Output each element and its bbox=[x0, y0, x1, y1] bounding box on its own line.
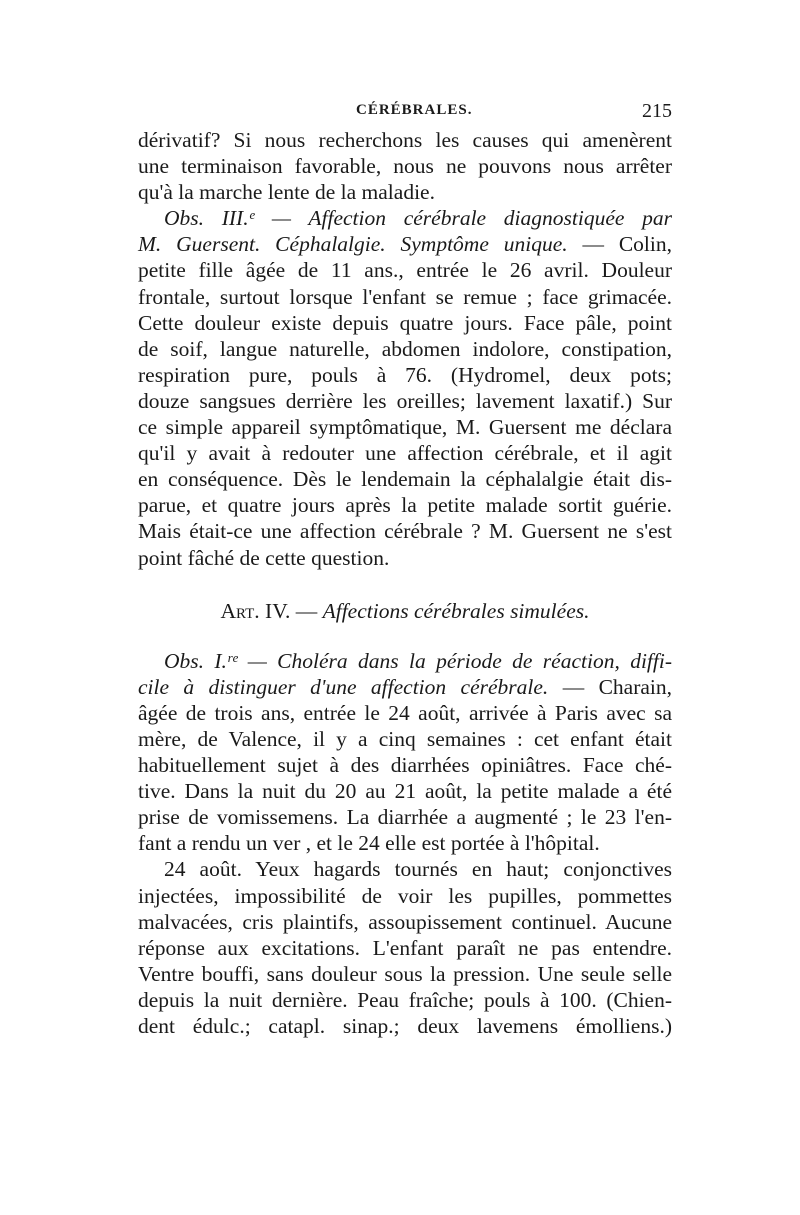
text-line: malvacées, cris plaintifs, assoupissement continuel. Aucune bbox=[138, 909, 672, 934]
text-line: ce simple appareil symptômatique, M. Guersent me déclara bbox=[138, 415, 672, 440]
text-line: 24 août. Yeux hagards tournés en haut; conjonctives bbox=[164, 857, 672, 882]
text-line: respiration pure, pouls à 76. (Hydromel, deux pots; bbox=[138, 362, 672, 387]
text-line: douze sangsues derrière les oreilles; lavement laxatif.) Sur bbox=[138, 388, 672, 413]
text-line: fant a rendu un ver , et le 24 elle est portée à l'hôpital. bbox=[138, 831, 600, 856]
text-line: depuis la nuit dernière. Peau fraîche; pouls à 100. (Chien- bbox=[138, 987, 672, 1012]
article-title: Affections cérébrales simulées. bbox=[322, 598, 590, 623]
obs-heading: Obs. I.ʳᵉ — Choléra dans la période de réaction, diffi- bbox=[164, 648, 672, 673]
running-head: CÉRÉBRALES. bbox=[356, 102, 473, 118]
spacer bbox=[138, 571, 672, 598]
text-line: Cette douleur existe depuis quatre jours. Face pâle, point bbox=[138, 310, 672, 335]
text-line: injectées, impossibilité de voir les pupilles, pommettes bbox=[138, 883, 672, 908]
page-body bbox=[138, 127, 672, 1039]
obs-title-rest: — Charain, bbox=[562, 674, 673, 699]
article-heading bbox=[138, 598, 672, 624]
text-line: parue, et quatre jours après la petite malade sortit guérie. bbox=[138, 493, 672, 518]
text-line: réponse aux excitations. L'enfant paraît ne pas entendre. bbox=[138, 935, 672, 960]
obs-heading: Obs. III.ᵉ — Affection cérébrale diagnostiquée par bbox=[164, 206, 672, 231]
text-line: de soif, langue naturelle, abdomen indolore, constipation, bbox=[138, 336, 672, 361]
text-line: frontale, surtout lorsque l'enfant se remue ; face grimacée. bbox=[138, 284, 672, 309]
text-line: âgée de trois ans, entrée le 24 août, arrivée à Paris avec sa bbox=[138, 700, 672, 725]
text-line: Ventre bouffi, sans douleur sous la pression. Une seule selle bbox=[138, 961, 672, 986]
spacer bbox=[138, 624, 672, 648]
obs-title-italic: cile à distinguer d'une affection cérébrale. bbox=[138, 674, 549, 699]
text-line: en conséquence. Dès le lendemain la céphalalgie était dis- bbox=[138, 467, 672, 492]
text-line: point fâché de cette question. bbox=[138, 545, 390, 570]
page-header bbox=[138, 100, 678, 126]
obs-heading-cont bbox=[138, 674, 672, 700]
text-line: mère, de Valence, il y a cinq semaines : cet enfant était bbox=[138, 726, 672, 751]
text-line: tive. Dans la nuit du 20 au 21 août, la petite malade a été bbox=[138, 779, 672, 804]
text-line: prise de vomissemens. La diarrhée a augmenté ; le 23 l'en- bbox=[138, 805, 672, 830]
page-number: 215 bbox=[642, 100, 672, 122]
text-line: qu'il y avait à redouter une affection cérébrale, et il agit bbox=[138, 441, 672, 466]
text-line: habituellement sujet à des diarrhées opiniâtres. Face ché- bbox=[138, 753, 672, 778]
text-line: Mais était-ce une affection cérébrale ? M. Guersent ne s'est bbox=[138, 519, 672, 544]
text-line: une terminaison favorable, nous ne pouvons nous arrêter bbox=[138, 154, 672, 179]
text-line: qu'à la marche lente de la maladie. bbox=[138, 180, 435, 205]
obs-heading-cont bbox=[138, 231, 672, 257]
text-line: dent édulc.; catapl. sinap.; deux lavemens émolliens.) bbox=[138, 1014, 672, 1038]
article-label: Art. IV. — bbox=[220, 598, 318, 623]
text-line: dérivatif? Si nous recherchons les causes qui amenèrent bbox=[138, 128, 672, 152]
text-line: petite fille âgée de 11 ans., entrée le 26 avril. Douleur bbox=[138, 258, 672, 283]
obs-title-rest: — Colin, bbox=[582, 232, 673, 257]
obs-title-italic: M. Guersent. Céphalalgie. Symptôme unique. bbox=[138, 232, 568, 257]
